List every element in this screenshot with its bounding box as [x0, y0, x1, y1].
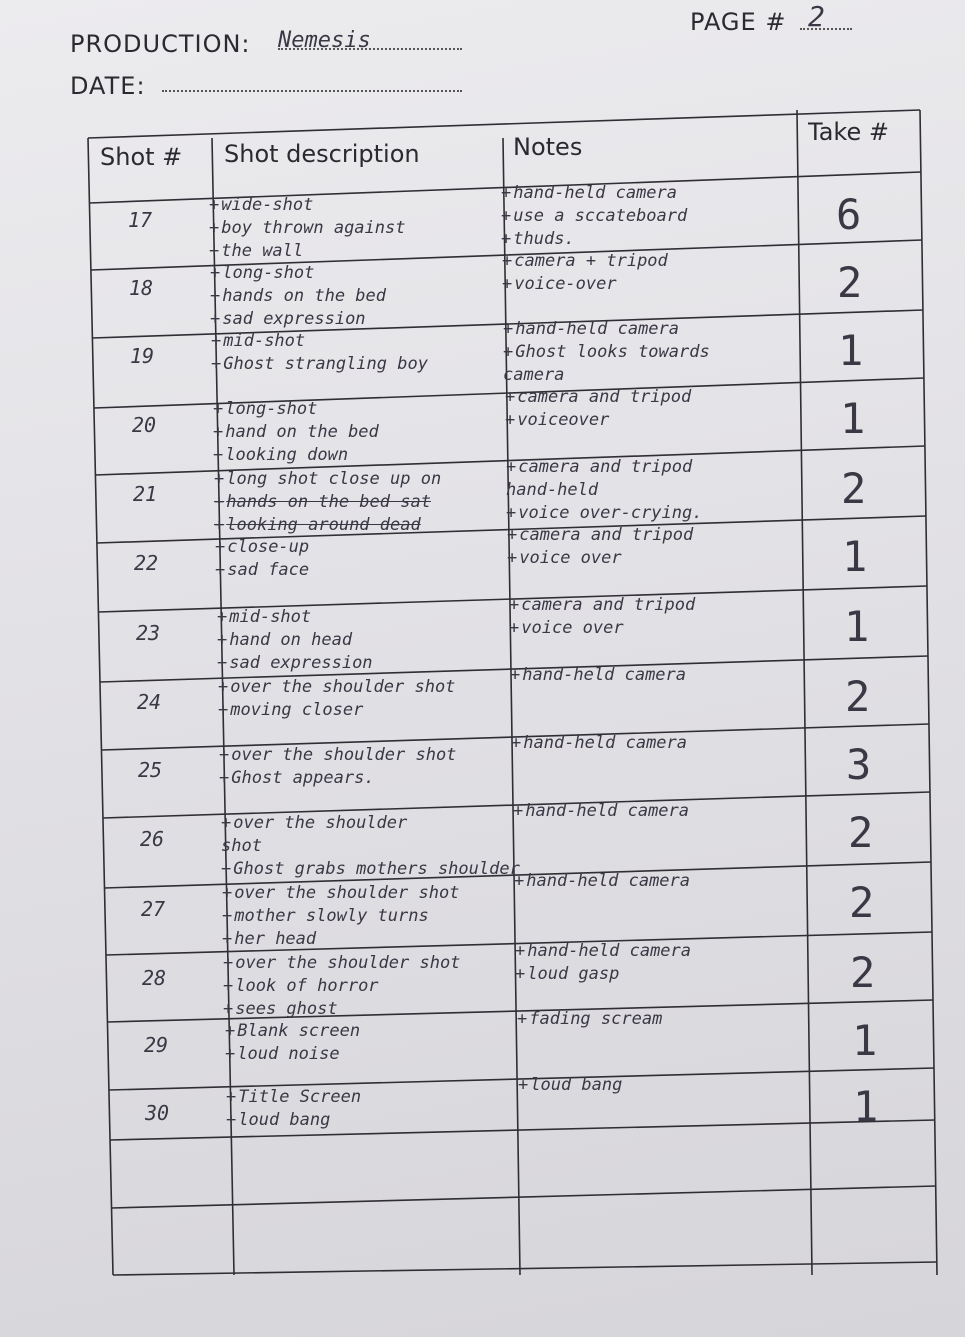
shot-description-cell — [225, 1020, 525, 1066]
shot-description-cell — [226, 1086, 526, 1132]
notes-cell — [507, 524, 807, 570]
shot-description-line: + her head — [222, 928, 522, 951]
row-rule — [112, 1186, 936, 1208]
notes-line: + loud gasp — [515, 963, 815, 986]
shot-number-cell: 21 — [133, 482, 158, 506]
row-rule — [113, 1262, 937, 1275]
shot-description-line: + Title Screen — [226, 1086, 526, 1109]
notes-line: + camera and tripod — [509, 594, 809, 617]
shot-number-cell: 25 — [138, 758, 163, 782]
take-number-cell: 1 — [852, 1016, 878, 1065]
shot-description-line: + mid-shot — [217, 606, 517, 629]
notes-line: + fading scream — [517, 1008, 817, 1031]
shot-description-cell — [211, 330, 511, 376]
shot-number-cell: 22 — [134, 551, 159, 575]
notes-line: + Ghost looks towards — [503, 341, 803, 364]
column-header-shot-number: Shot # — [100, 143, 183, 171]
shot-description-line: shot — [221, 836, 262, 856]
shot-description-line: + Ghost appears. — [219, 767, 519, 790]
shot-description-line: + boy thrown against — [209, 217, 509, 240]
row-rule — [88, 110, 920, 138]
shot-number-cell: 20 — [132, 413, 157, 437]
shot-description-line: + over the shoulder shot — [223, 952, 523, 975]
notes-cell — [510, 664, 810, 687]
column-header-notes: Notes — [513, 133, 583, 161]
notes-line: hand-held — [506, 480, 599, 500]
take-number-cell: 1 — [842, 532, 868, 581]
notes-line: + loud bang — [518, 1074, 818, 1097]
notes-cell — [506, 456, 806, 525]
shot-description-cell — [217, 606, 517, 675]
shot-description-line: + looking down — [213, 444, 513, 467]
shot-description-line: + moving closer — [218, 699, 518, 722]
shot-description-line: + looking around dead — [214, 514, 514, 537]
shot-description-cell — [218, 676, 518, 722]
shot-number-cell: 23 — [136, 621, 161, 645]
shot-description-line: + sad expression — [217, 652, 517, 675]
notes-line: + hand-held camera — [513, 800, 813, 823]
take-number-cell: 2 — [841, 464, 867, 513]
notes-line: + camera and tripod — [506, 456, 806, 479]
notes-line: camera — [503, 365, 565, 385]
notes-line: + hand-held camera — [510, 664, 810, 687]
notes-cell — [517, 1008, 817, 1031]
shot-description-line: + wide-shot — [209, 194, 509, 217]
shot-description-cell — [221, 812, 521, 881]
notes-line: + use a sccateboard — [501, 205, 801, 228]
shot-description-line: + the wall — [209, 240, 509, 263]
shot-description-line: + over the shoulder shot — [219, 744, 519, 767]
shot-description-line: + close-up — [215, 536, 515, 559]
notes-line: + voice over — [507, 547, 807, 570]
take-number-cell: 6 — [836, 190, 862, 239]
shot-number-cell: 27 — [141, 897, 166, 921]
shot-description-line: + mid-shot — [211, 330, 511, 353]
shot-description-line: + hand on head — [217, 629, 517, 652]
shot-description-line: + sad expression — [210, 308, 510, 331]
production-value: Nemesis — [278, 28, 371, 53]
notes-cell — [513, 800, 813, 823]
notes-line: + camera and tripod — [505, 386, 805, 409]
shot-number-cell: 30 — [145, 1101, 170, 1125]
shot-description-line: + over the shoulder shot — [218, 676, 518, 699]
take-number-cell: 1 — [838, 326, 864, 375]
shot-number-cell: 17 — [128, 208, 153, 232]
shot-description-cell — [214, 468, 514, 537]
notes-cell — [509, 594, 809, 640]
shot-number-cell: 26 — [140, 827, 165, 851]
take-number-cell: 2 — [848, 808, 874, 857]
notes-cell — [511, 732, 811, 755]
column-rule — [920, 110, 937, 1275]
shot-description-line: + hands on the bed — [210, 285, 510, 308]
notes-line: + thuds. — [501, 228, 801, 251]
shot-description-line: + Ghost grabs mothers shoulder — [221, 858, 521, 881]
notes-line: + hand-held camera — [503, 318, 803, 341]
shot-description-line: + sees ghost — [223, 998, 523, 1021]
page-number-value: 2 — [808, 0, 825, 33]
shot-description-cell — [223, 952, 523, 1021]
notes-line: + hand-held camera — [514, 870, 814, 893]
notes-cell — [502, 250, 802, 296]
shot-description-cell — [215, 536, 515, 582]
shot-description-line: + Blank screen — [225, 1020, 525, 1043]
shot-description-line: + sad face — [215, 559, 515, 582]
notes-line: + hand-held camera — [515, 940, 815, 963]
take-number-cell: 1 — [844, 602, 870, 651]
shot-description-line: + loud bang — [226, 1109, 526, 1132]
notes-line: + camera and tripod — [507, 524, 807, 547]
shot-description-line: + hand on the bed — [213, 421, 513, 444]
take-number-cell: 2 — [849, 878, 875, 927]
shot-description-line: + over the shoulder — [221, 812, 521, 835]
shot-description-line: + mother slowly turns — [222, 905, 522, 928]
notes-line: + hand-held camera — [511, 732, 811, 755]
shot-description-line: + look of horror — [223, 975, 523, 998]
notes-cell — [514, 870, 814, 893]
shot-description-cell — [219, 744, 519, 790]
shot-description-cell — [209, 194, 509, 263]
column-rule — [88, 138, 113, 1275]
shot-description-cell — [210, 262, 510, 331]
shot-description-line: + hands on the bed sat — [214, 491, 514, 514]
take-number-cell: 2 — [850, 948, 876, 997]
shot-description-line: + long shot close up on — [214, 468, 514, 491]
shot-number-cell: 28 — [142, 966, 167, 990]
take-number-cell: 2 — [845, 672, 871, 721]
column-header-shot-description: Shot description — [224, 140, 420, 168]
shot-number-cell: 18 — [129, 276, 154, 300]
shot-number-cell: 19 — [130, 344, 155, 368]
shot-description-line: + over the shoulder shot — [222, 882, 522, 905]
shot-description-cell — [222, 882, 522, 951]
notes-cell — [518, 1074, 818, 1097]
shot-number-cell: 29 — [144, 1033, 169, 1057]
shot-description-cell — [213, 398, 513, 467]
take-number-cell: 2 — [837, 258, 863, 307]
date-label: DATE: — [70, 72, 146, 100]
take-number-cell: 1 — [840, 394, 866, 443]
notes-line: + voice-over — [502, 273, 802, 296]
shot-description-line: + long-shot — [213, 398, 513, 421]
notes-line: + voiceover — [505, 409, 805, 432]
notes-cell — [505, 386, 805, 432]
production-label: PRODUCTION: — [70, 30, 251, 58]
notes-cell — [501, 182, 801, 251]
notes-cell — [515, 940, 815, 986]
notes-line: + voice over-crying. — [506, 502, 806, 525]
take-number-cell: 1 — [853, 1082, 879, 1131]
shot-description-line: + loud noise — [225, 1043, 525, 1066]
notes-line: + hand-held camera — [501, 182, 801, 205]
shot-description-line: + long-shot — [210, 262, 510, 285]
take-number-cell: 3 — [846, 740, 872, 789]
page-number-label: PAGE # — [690, 8, 787, 36]
shot-number-cell: 24 — [137, 690, 162, 714]
notes-line: + camera + tripod — [502, 250, 802, 273]
notes-cell — [503, 318, 803, 387]
shot-description-line: + Ghost strangling boy — [211, 353, 511, 376]
notes-line: + voice over — [509, 617, 809, 640]
column-header-take-number: Take # — [808, 118, 889, 146]
